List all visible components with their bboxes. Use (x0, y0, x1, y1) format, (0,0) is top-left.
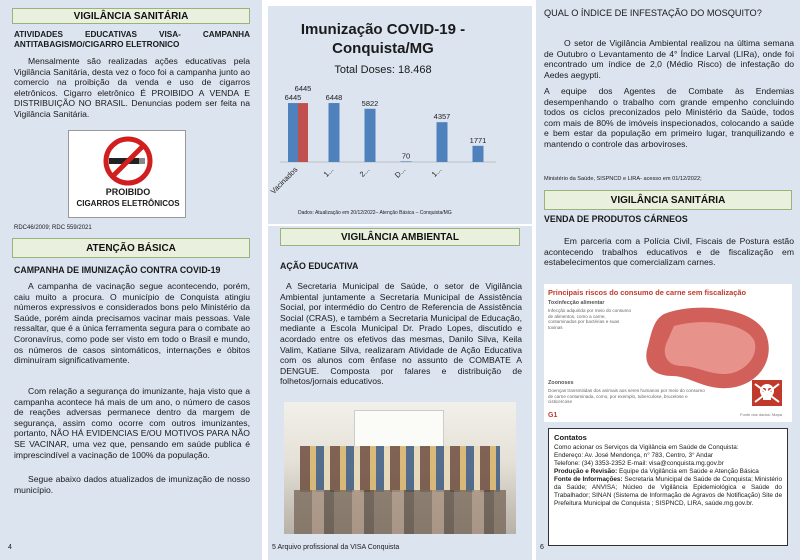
tick-label: 1... (321, 165, 336, 179)
band-vigilancia-sanitaria: VIGILÂNCIA SANITÁRIA (12, 8, 250, 24)
infographic-item2-title: Zoonoses (548, 380, 574, 386)
meat-risk-infographic (544, 284, 792, 422)
paragraph-dados: Segue abaixo dados atualizados de imunização de nosso município. (14, 474, 250, 495)
tick-label: 2... (357, 165, 372, 179)
page-6-column (536, 0, 800, 560)
tick-label: Vacinados (268, 165, 300, 196)
page-5-column (268, 0, 532, 560)
infographic-item1-text: Infecção adquirida por meio do consumo de alimentos, como a carne, contaminados por bactérias e suas toxinas (548, 308, 631, 330)
data-label: 6445 (284, 93, 302, 103)
skull-icon (752, 380, 782, 406)
classroom-photo (284, 402, 516, 534)
chart-bar (329, 103, 340, 162)
contacts-title: Contatos (554, 433, 587, 442)
page-4-column (0, 0, 262, 560)
band-vigilancia-sanitaria-2: VIGILÂNCIA SANITÁRIA (544, 190, 792, 210)
data-label: 5822 (361, 98, 379, 108)
tick-label: D... (392, 165, 408, 180)
chart-bar (473, 146, 484, 162)
contacts-address: Endereço: Av. José Mendonça, n° 783, Centro, 3° Andar (554, 452, 714, 459)
contacts-production (554, 468, 782, 476)
data-label: 6445 (294, 84, 312, 94)
subhead-antitabagismo: ATIVIDADES EDUCATIVAS VISA- CAMPANHA ANTITABAGISMO/CIGARRO ELETRONICO (14, 30, 250, 49)
immunization-bar-chart (268, 80, 532, 200)
chart-bar (365, 109, 376, 162)
subhead-campanha-covid: CAMPANHA DE IMUNIZAÇÃO CONTRA COVID-19 (14, 265, 221, 275)
g1-logo: G1 (548, 412, 558, 419)
paragraph-campanha: A campanha de vacinação segue acontecendo, porém, caiu muito a procura. O município de Conquista atingiu números expressivos e considerados bons pelo Ministério da Saúde, porém ainda precisamos vacinar mais pessoas. Vale ressaltar, que é a única ferramenta segura para o combate ao Coronavírus, como pode ser visto em todo o Brasil e mundo, os números de casos sintomáticos, internações e óbitos diminuíram significativamente. (14, 281, 250, 366)
contacts-phone-email[interactable]: Telefone: (34) 3353-2352 E-mail: visa@conquista.mg.gov.br (554, 460, 724, 467)
sources-label: Fonte de Informações: (554, 476, 623, 483)
paragraph-acao-educativa: A Secretaria Municipal de Saúde, o setor de Vigilância Ambiental juntamente a Secretaria Municipal de Assistência Social, por intermédio do Centro de Referencia de Assistência Social (CRAS), e também a Secretaria Municipal de Educação, mediante a Escola Municipal Dr. Prado Lopes, discutido e acordado entre os efetivos das mesmas, Danilo Silva, Keila Valim, Katiane Silva, realizaram Atividade de Ação Educativa com os alunos com ênfase no assunto de COMBATE A DENGUE. Composta por falares e distribuição de folhetos/jornais educativos. (280, 281, 522, 387)
infographic-item1-title: Toxinfecção alimentar (548, 300, 605, 306)
production-text: Equipe da Vigilância em Saúde e Atenção Básica (619, 468, 759, 475)
data-label: 6448 (325, 93, 343, 103)
photo-caption: 5 Arquivo profissional da VISA Conquista (272, 544, 400, 551)
paragraph-carnes: Em parceria com a Polícia Civil, Fiscais de Postura estão acontecendo trabalhos educativos e de fiscalização em estabelecimentos que comercializam carnes. (544, 236, 794, 268)
sign-text-cigarros: CIGARROS ELETRÔNICOS (76, 199, 180, 208)
proibido-sign (68, 130, 186, 218)
paragraph-cigarro: Mensalmente são realizadas ações educativas pela Vigilância Sanitária, desta vez o foco foi a campanha junto ao comercio na proibição da venda e uso de cigarros eletrônicos. Cigarro eletrônico É PROIBIDO A VENDA E DISTRIBUIÇÃO NO BRASIL. Denuncias podem ser feita na Vigilância Sanitária. (14, 56, 250, 119)
data-label: 1771 (469, 135, 487, 145)
question-heading: QUAL O ÍNDICE DE INFESTAÇÃO DO MOSQUITO? (544, 8, 762, 18)
infographic-item2-text: Doenças transmitidas dos animais aos seres humanos por meio do consumo de carne contaminada, como, por exemplo, tuberculose, brucelose e cisticercose (548, 388, 705, 405)
data-label: 4357 (433, 112, 451, 122)
chart-title: Imunização COVID-19 - Conquista/MG (300, 21, 466, 57)
infographic-title: Principais riscos do consumo de carne sem fiscalização (548, 288, 746, 297)
source-lira: Ministério da Saúde, SISPNCD e LIRA- acesso em 01/12/2022; (544, 176, 702, 182)
chart-bar (437, 122, 448, 162)
sign-text-proibido: PROIBIDO (105, 187, 151, 197)
chart-source: Dados: Atualização em 20/12/2022– Atenção Básica – Conquista/MG (298, 210, 452, 216)
chart-bar (288, 103, 298, 162)
paragraph-agentes: A equipe dos Agentes de Combate às Endemias desempenhando o trabalho com grande empenho concluindo todos os ciclos preconizados pelo Ministério da Saúde, todos com mais de 80% de imóveis inspecionados, colocando a saúde e bem estar da população em primeiro lugar, tranquilizando e mantendo o controle das arboviroses. (544, 86, 794, 149)
contacts-box (548, 428, 788, 546)
page-number: 4 (8, 544, 12, 551)
production-label: Produção e Revisão: (554, 468, 618, 475)
subhead-acao-educativa: AÇÃO EDUCATIVA (280, 261, 359, 271)
tick-label: 1... (429, 165, 444, 179)
contacts-line: Como acionar os Serviços da Vigilância em Saúde de Conquista: (554, 444, 739, 451)
data-label: 70 (401, 151, 411, 161)
contacts-sources (554, 476, 782, 508)
infographic-footer: Fonte dos dados: Mapa (740, 412, 783, 417)
chart-bar (401, 161, 412, 162)
paragraph-seguranca: Com relação a segurança do imunizante, haja visto que a campanha acontece há mais de um ano, o número de casos de reações adversas permanece dentro da margem de segurança, assim como ocorre com outros imunizantes, portanto, NÃO HÁ EVIDENCIAS E/OU MOTIVOS PARA NÃO SE VACINAR, uma vez que, pensando em saúde publica é imprescindível a vacinação de 100% da população. (14, 386, 250, 460)
sources-text: Secretaria Municipal de Saúde de Conquista; Ministério da Saúde; ANVISA; Núcleo de Vigilância Epidemiológica e Saúde do Trabalhador; SINAN (Sistema de Informação de Agravos de Notificação) Site de Prefeitura Municipal de Conquista ; SISPNCD, LIRA, saúde.mg.gov.br. (554, 476, 782, 507)
subhead-produtos-carneos: VENDA DE PRODUTOS CÁRNEOS (544, 214, 688, 224)
chart-subtitle: Total Doses: 18.468 (334, 64, 432, 76)
chart-bar (298, 103, 308, 162)
band-atencao-basica: ATENÇÃO BÁSICA (12, 238, 250, 258)
band-vigilancia-ambiental: VIGILÂNCIA AMBIENTAL (280, 228, 520, 246)
rdc-reference: RDC46/2009; RDC 559/2021 (14, 225, 92, 231)
paragraph-lira: O setor de Vigilância Ambiental realizou na última semana de Outubro o Levantamento de 4° Índice Larval (LIRa), onde foi encontrado um índice de 2,0 (Médio Risco) de infestação do Aedes aegypti. (544, 38, 794, 80)
page-number: 6 (540, 544, 544, 551)
